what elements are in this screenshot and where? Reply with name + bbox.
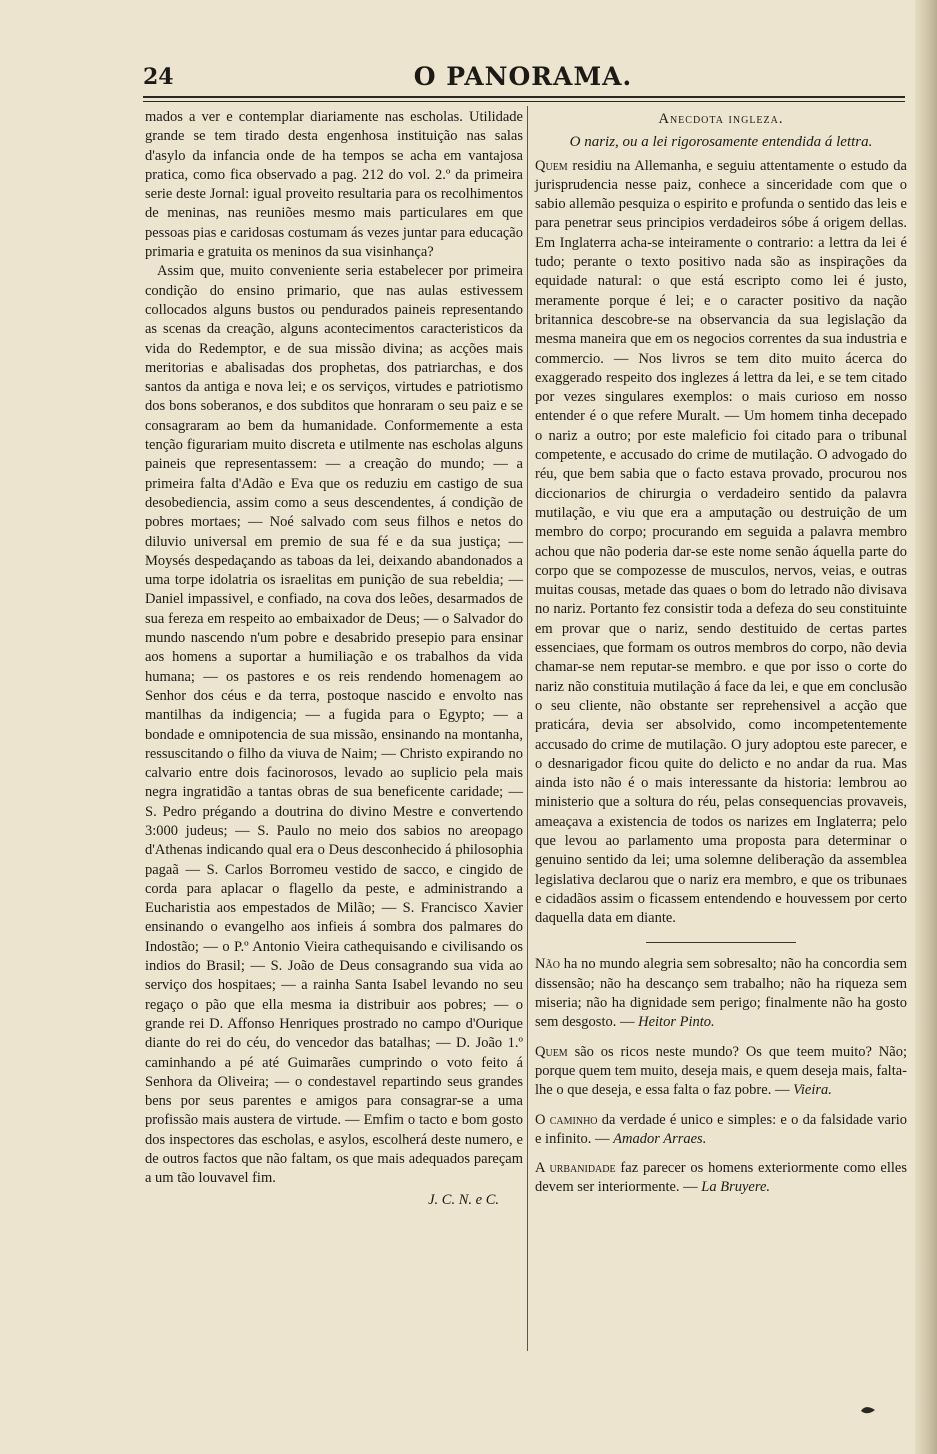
maxim <box>535 955 907 1032</box>
lead-word: Quem <box>535 157 568 174</box>
column-divider <box>527 106 528 1351</box>
anecdote-text <box>535 157 907 929</box>
anecdote-body: residiu na Allemanha, e seguiu attentamente o estudo da jurisprudencia nesse paiz, conhece a sinceridade com que o sabio allemão pesquiza o espirito e profunda o sentido das leis e para penetrar seus principios verdadeiros sóbe á origem dellas. Em Inglaterra acha-se inteiramente o contrario: a lettra da lei é tudo; perante o texto positivo nada são as inspirações da equidade natural: o que está escripto como lei é justo, meramente porque é lei; e o caracter positivo da nação britannica descobre-se na observancia da sua legislação da mesma maneira que em os negocios correntes da sua industria e commercio. — Nos livros se tem dito muito ácerca do exaggerado respeito dos inglezes á lettra da lei, e se tem citado por vezes singulares exemplos: o mais curioso em nosso entender é o que refere Muralt. — Um homem tinha decepado o nariz a outro; por este maleficio foi citado para o tribunal competente, e accusado do crime de mutilação. O advogado do réu, que bem sabia que o facto estava provado, procurou nos diccionarios de chirurgia o verdadeiro sentido da palavra mutilação, e viu que era a amputação ou destruição de um membro do corpo; procurando em seguida a palavra membro achou que não poderia dar-se este nome senão áquella parte do corpo que se compozesse de musculos, nervos, veias, e outras muitas cousas, metade das quaes o bom do letrado não divisava no nariz. Portanto fez consistir toda a defeza do seu constituinte em provar que o nariz, sendo destituido de certas partes essenciaes, que formam os outros membros do corpo, não devia chamar-se nem reputar-se membro. e que por isso o corte do nariz não constituia mutilação á face da lei, e que em conclusão o seu cliente, não obstante ser reprehensivel a acção que praticára, devia ser absolvido, como incompetentemente accusado do crime de mutilação. O jury adoptou este parecer, e o desnarigador ficou quite do delicto e no andar da rua. Mas ainda isto não é o mais interessante da historia: lembrou ao ministerio que a soltura do réu, pelas consequencias provaveis, ameaçava a existencia de todos os narizes em Inglaterra; pelo que levou ao parlamento uma proposta para determinar o genuino sentido da lei; uma solemne deliberação da assemblea legislativa declarou que o nariz era membro, e que os tribunaes e cidadãos assim o ficassem entendendo e houvessem por certo daquella data em diante. <box>535 157 907 927</box>
lead-word: Quem <box>535 1043 568 1060</box>
section-subtitle: O nariz, ou a lei rigorosamente entendida á lettra. <box>569 134 873 151</box>
page-spine-shadow <box>915 0 937 1454</box>
article-paragraph: Assim que, muito conveniente seria estabelecer por primeira condição do ensino primario, que nas aulas estivessem collocados alguns bustos ou pendurados paineis representando as scenas da creação, alguns acontecimentos caracteristicos da vida do Redemptor, e de sua missão divina; as acções mais meritorias e abalisadas dos prophetas, dos patriarchas, e dos santos da antiga e nova lei; e os serviços, virtudes e patriotismo dos bons soberanos, e dos subditos que honraram o seu paiz e se consagraram ao bem da humanidade. Conformemente a esta tenção figurariam muito discreta e utilmente nas escholas alguns paineis que representassem: — a creação do mundo; — a primeira falta d'Adão e Eva que os reduziu em castigo de sua desobediencia, assim como a seus descendentes, á condição de pobres mortaes; — Noé salvado com seus filhos e netos do diluvio universal em premio de sua fé e da sua justiça; — Moysés despedaçando as taboas da lei, deixando abandonados a uma torpe idolatria os israelitas em punição de sua rebeldia; — Daniel impassivel, e confiado, na cova dos leões, desarmados de sua fereza em respeito ao embaixador de Deus; — o Salvador do mundo nascendo n'um pobre e desabrido presepio para ensinar aos homens a suportar a humiliação e os trabalhos da vida humana; — os pastores e os reis rendendo homenagem ao Senhor dos céus e da terra, postoque nascido e envolto nas mantilhas da indigencia; — a fugida para o Egypto; — a bondade e omnipotencia de sua missão, ensinando na montanha, ressuscitando o filho da viuva de Naim; — Christo expirando no calvario entre dois facinorosos, levado ao suplicio pela mais negra ingratidão a tantas obras de sua beneficente caridade; — S. Pedro prégando a doutrina do divino Mestre e convertendo 3:000 judeus; — S. Paulo no meio dos sabios no areopago d'Athenas indicando qual era o Deus desconhecido á philosophia pagaã — S. Carlos Borromeu vestido de sacco, e cingido de corda para aplacar o flagello da peste, e administrando a Eucharistia aos empestados de Milão; — S. Francisco Xavier ensinando o evangelho aos infieis á sombra dos palmares do Indostão; — o P.º Antonio Vieira cathequisando e civilisando os indios do Brasil; — S. João de Deus consagrando sua vida ao serviço dos hospitaes; — a rainha Santa Isabel levando no seu regaço o pão que ella mesma ia distribuir aos pobres; — o grande rei D. Affonso Henriques prostrado no campo d'Ourique diante do rei do céu, do vencedor das batalhas; — D. João 1.º caminhando a pé até Guimarães cumprindo o voto feito á Senhora da Oliveira; — o condestavel repartindo seus grandes bens por seus parentes e amigos para consagrar-se a uma profissão mais austera de virtude. — Emfim o tacto e bom gosto dos inspectores das escholas, e asylos, escolherá deste numero, e de outros factos que não faltam, os que mais adequados pareçam a um tão louvavel fim. <box>145 263 523 1187</box>
maxim-author: Heitor Pinto. <box>638 1014 715 1031</box>
article-signature: J. C. N. e C. <box>428 1191 499 1208</box>
maxim <box>535 1111 907 1150</box>
page-header <box>143 60 903 96</box>
article-paragraph: mados a ver e contemplar diariamente nas escholas. Utilidade grande se tem tirado desta engenhosa instituição nas salas d'asylo da infancia onde de ha tempos se acha em vantajosa pratica, como fica observado a pag. 212 do vol. 2.º da primeira serie deste Jornal: igual proveito resultaria para os recolhimentos de meninas, nas reuniões mesmo mais particulares em que pessoas pias e caridosas costumam ás vezes juntar para educação primaria e gratuita os meninos da sua visinhança? <box>145 109 523 261</box>
maxim-text: são os ricos neste mundo? Os que teem muito? Não; porque quem tem muito, deseja mais, e quem deseja mais, falta-lhe o que deseja, e essa falta o faz pobre. — <box>535 1043 907 1099</box>
maxim-text: da verdade é unico e simples: e o da falsidade vario e infinito. — <box>535 1111 908 1147</box>
maxim <box>535 1043 907 1101</box>
left-column <box>145 108 523 1210</box>
maxim-author: Vieira. <box>793 1082 832 1099</box>
maxim-author: La Bruyere. <box>701 1179 771 1196</box>
maxim-author: Amador Arraes. <box>613 1130 707 1147</box>
right-column <box>535 108 907 1198</box>
lead-word: A urbanidade <box>535 1160 616 1177</box>
header-rule <box>143 96 905 102</box>
maxim <box>535 1159 907 1198</box>
maxim-text: faz parecer os homens exteriormente como elles devem ser interiormente. — <box>535 1160 908 1196</box>
maxim-text: ha no mundo alegria sem sobresalto; não ha concordia sem dissensão; não ha descanço sem trabalho; não ha riqueza sem miseria; não ha dignidade sem perigo; finalmente não ha gosto sem desgosto. — <box>535 956 907 1031</box>
lead-word: Não <box>535 956 560 973</box>
lead-word: O caminho <box>535 1111 598 1128</box>
journal-title: O PANORAMA. <box>413 62 633 91</box>
section-divider <box>646 942 796 943</box>
section-title: Anecdota ingleza. <box>658 111 784 127</box>
printer-ornament-icon <box>860 1404 876 1416</box>
page-number: 24 <box>143 64 174 90</box>
